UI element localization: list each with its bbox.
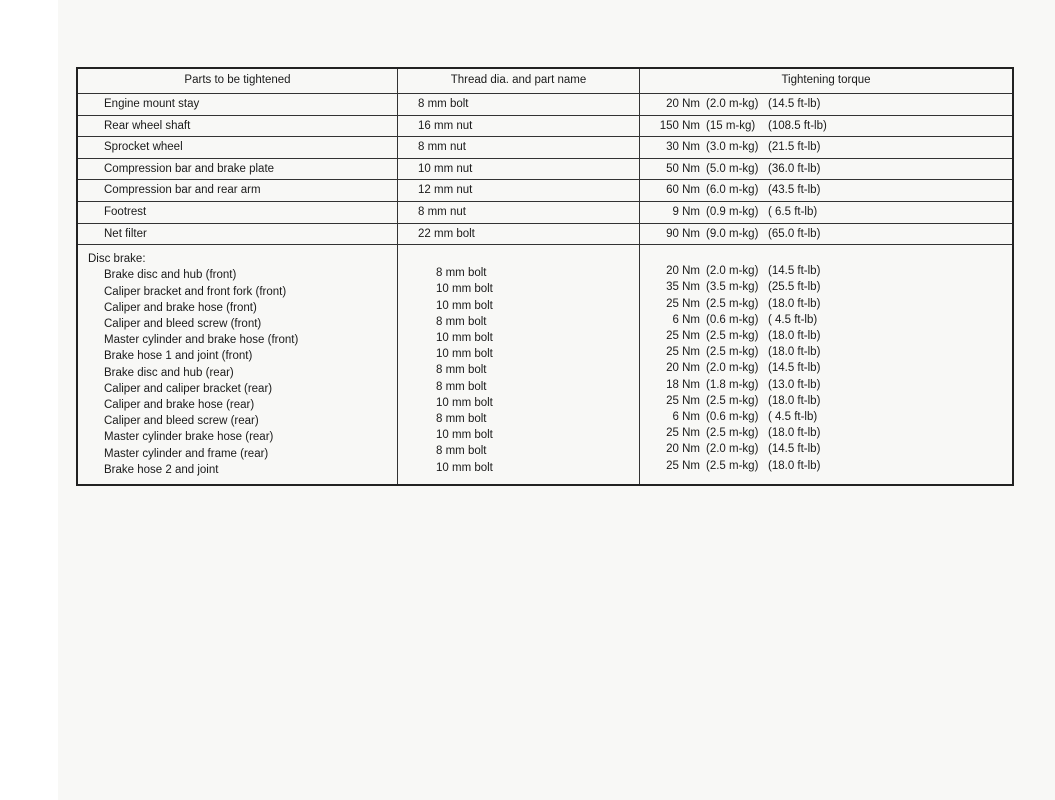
torque-mkg: (2.5 m-kg) xyxy=(706,297,759,310)
torque-ftlb: (18.0 ft-lb) xyxy=(768,329,821,342)
table-row xyxy=(78,201,1012,223)
header-parts: Parts to be tightened xyxy=(78,69,398,93)
torque-value xyxy=(646,180,1012,201)
part-name: Footrest xyxy=(78,202,398,223)
torque-nm: 50 Nm xyxy=(666,162,700,175)
table-row xyxy=(78,115,1012,137)
tightening-torque xyxy=(640,94,1012,115)
torque-value xyxy=(646,137,1012,158)
torque-mkg: (15 m-kg) xyxy=(706,119,756,132)
torque-mkg: (2.0 m-kg) xyxy=(706,443,759,456)
disc-brake-thread: 10 mm bolt xyxy=(436,283,493,296)
torque-mkg: (1.8 m-kg) xyxy=(706,378,759,391)
torque-mkg: (0.6 m-kg) xyxy=(706,410,759,423)
torque-mkg: (2.0 m-kg) xyxy=(706,98,759,110)
torque-value xyxy=(646,409,1012,425)
torque-value xyxy=(646,312,1012,328)
table-header xyxy=(78,69,1012,93)
disc-brake-part: Caliper and bleed screw (rear) xyxy=(104,415,259,428)
torque-ftlb: (18.0 ft-lb) xyxy=(768,427,821,440)
torque-ftlb: (14.5 ft-lb) xyxy=(768,265,821,278)
disc-brake-part: Caliper and brake hose (front) xyxy=(104,301,257,314)
torque-mkg: (3.0 m-kg) xyxy=(706,141,759,154)
disc-brake-thread: 10 mm bolt xyxy=(436,299,493,312)
torque-mkg: (2.5 m-kg) xyxy=(706,459,759,472)
disc-brake-part: Master cylinder and brake hose (front) xyxy=(104,334,299,347)
disc-brake-thread: 10 mm bolt xyxy=(436,429,493,442)
header-torque: Tightening torque xyxy=(781,74,871,86)
torque-value xyxy=(646,441,1012,457)
torque-nm: 25 Nm xyxy=(666,297,700,310)
torque-value xyxy=(646,279,1012,295)
torque-nm: 150 Nm xyxy=(659,119,700,132)
disc-brake-parts xyxy=(78,245,398,484)
torque-nm: 25 Nm xyxy=(666,329,700,342)
torque-table xyxy=(76,67,1014,486)
torque-mkg: (2.5 m-kg) xyxy=(706,346,759,359)
torque-nm: 20 Nm xyxy=(666,98,700,110)
tightening-torque xyxy=(640,116,1012,137)
disc-brake-thread: 10 mm bolt xyxy=(436,348,493,361)
disc-brake-part: Caliper and caliper bracket (rear) xyxy=(104,382,273,395)
torque-ftlb: (18.0 ft-lb) xyxy=(768,346,821,359)
torque-nm: 35 Nm xyxy=(666,281,700,294)
torque-ftlb: (18.0 ft-lb) xyxy=(768,297,821,310)
torque-nm: 90 Nm xyxy=(666,227,700,240)
disc-brake-threads xyxy=(398,245,640,484)
torque-mkg: (2.0 m-kg) xyxy=(706,265,759,278)
torque-nm: 25 Nm xyxy=(666,346,700,359)
header-thread: Thread dia. and part name xyxy=(398,69,640,93)
torque-ftlb: (36.0 ft-lb) xyxy=(768,162,821,175)
torque-mkg: (2.5 m-kg) xyxy=(706,427,759,440)
part-name: Engine mount stay xyxy=(78,94,398,115)
torque-ftlb: (108.5 ft-lb) xyxy=(768,119,827,132)
torque-nm: 20 Nm xyxy=(666,362,700,375)
torque-nm: 60 Nm xyxy=(666,184,700,197)
thread-spec: 8 mm nut xyxy=(398,202,640,223)
part-name: Compression bar and brake plate xyxy=(78,159,398,180)
table-row xyxy=(78,223,1012,245)
torque-value xyxy=(646,159,1012,180)
torque-value xyxy=(646,263,1012,279)
torque-ftlb: (25.5 ft-lb) xyxy=(768,281,821,294)
disc-brake-thread: 8 mm bolt xyxy=(436,364,487,377)
torque-value xyxy=(646,393,1012,409)
disc-brake-thread: 8 mm bolt xyxy=(436,315,487,328)
thread-spec: 12 mm nut xyxy=(398,180,640,201)
torque-ftlb: (43.5 ft-lb) xyxy=(768,184,821,197)
torque-ftlb: (14.5 ft-lb) xyxy=(768,443,821,456)
table-row xyxy=(78,136,1012,158)
torque-value xyxy=(646,458,1012,474)
torque-ftlb: ( 4.5 ft-lb) xyxy=(768,410,818,423)
torque-value xyxy=(646,328,1012,344)
disc-brake-thread: 10 mm bolt xyxy=(436,396,493,409)
disc-brake-thread: 10 mm bolt xyxy=(436,461,493,474)
torque-mkg: (3.5 m-kg) xyxy=(706,281,759,294)
disc-brake-part: Brake hose 1 and joint (front) xyxy=(104,350,253,363)
disc-brake-part: Master cylinder and frame (rear) xyxy=(104,447,269,460)
disc-brake-part: Master cylinder brake hose (rear) xyxy=(104,431,274,444)
torque-ftlb: (18.0 ft-lb) xyxy=(768,459,821,472)
disc-brake-part: Caliper bracket and front fork (front) xyxy=(104,285,287,298)
torque-nm: 9 Nm xyxy=(672,205,700,218)
disc-brake-thread: 8 mm bolt xyxy=(436,380,487,393)
disc-brake-thread: 8 mm bolt xyxy=(436,445,487,458)
torque-mkg: (9.0 m-kg) xyxy=(706,227,759,240)
torque-nm: 18 Nm xyxy=(666,378,700,391)
torque-ftlb: ( 6.5 ft-lb) xyxy=(768,205,818,218)
torque-nm: 30 Nm xyxy=(666,141,700,154)
thread-spec: 22 mm bolt xyxy=(398,224,640,245)
torque-value xyxy=(646,224,1012,245)
tightening-torque xyxy=(640,224,1012,245)
torque-value xyxy=(646,94,1012,115)
torque-mkg: (2.5 m-kg) xyxy=(706,394,759,407)
torque-ftlb: (14.5 ft-lb) xyxy=(768,362,821,375)
tightening-torque xyxy=(640,180,1012,201)
disc-brake-part: Brake disc and hub (rear) xyxy=(104,366,234,379)
torque-ftlb: (13.0 ft-lb) xyxy=(768,378,821,391)
thread-spec: 8 mm nut xyxy=(398,137,640,158)
tightening-torque xyxy=(640,137,1012,158)
disc-brake-torques xyxy=(640,245,1012,484)
torque-mkg: (0.9 m-kg) xyxy=(706,205,759,218)
torque-mkg: (5.0 m-kg) xyxy=(706,162,759,175)
torque-ftlb: ( 4.5 ft-lb) xyxy=(768,313,818,326)
thread-spec: 10 mm nut xyxy=(398,159,640,180)
torque-value xyxy=(646,425,1012,441)
torque-mkg: (2.5 m-kg) xyxy=(706,329,759,342)
torque-nm: 20 Nm xyxy=(666,443,700,456)
torque-nm: 6 Nm xyxy=(672,313,700,326)
torque-nm: 20 Nm xyxy=(666,265,700,278)
table-row xyxy=(78,93,1012,115)
disc-brake-thread: 8 mm bolt xyxy=(436,267,487,280)
torque-mkg: (6.0 m-kg) xyxy=(706,184,759,197)
torque-value xyxy=(646,202,1012,223)
table-row xyxy=(78,179,1012,201)
torque-nm: 25 Nm xyxy=(666,427,700,440)
thread-spec: 16 mm nut xyxy=(398,116,640,137)
torque-value xyxy=(646,116,1012,137)
disc-brake-part: Caliper and bleed screw (front) xyxy=(104,317,262,330)
torque-mkg: (2.0 m-kg) xyxy=(706,362,759,375)
disc-brake-part: Caliper and brake hose (rear) xyxy=(104,398,255,411)
torque-ftlb: (14.5 ft-lb) xyxy=(768,98,821,110)
disc-brake-title: Disc brake: xyxy=(88,253,146,266)
torque-mkg: (0.6 m-kg) xyxy=(706,313,759,326)
torque-nm: 6 Nm xyxy=(672,410,700,423)
part-name: Compression bar and rear arm xyxy=(78,180,398,201)
torque-ftlb: (21.5 ft-lb) xyxy=(768,141,821,154)
disc-brake-thread: 8 mm bolt xyxy=(436,412,487,425)
disc-brake-row xyxy=(78,244,1012,484)
torque-value xyxy=(646,360,1012,376)
simple-rows xyxy=(78,93,1012,244)
disc-brake-thread: 10 mm bolt xyxy=(436,331,493,344)
torque-value xyxy=(646,377,1012,393)
torque-ftlb: (18.0 ft-lb) xyxy=(768,394,821,407)
disc-brake-part: Brake disc and hub (front) xyxy=(104,269,237,282)
table-row xyxy=(78,158,1012,180)
tightening-torque xyxy=(640,159,1012,180)
thread-spec: 8 mm bolt xyxy=(398,94,640,115)
part-name: Net filter xyxy=(78,224,398,245)
torque-nm: 25 Nm xyxy=(666,394,700,407)
disc-brake-part: Brake hose 2 and joint xyxy=(104,463,219,476)
torque-value xyxy=(646,344,1012,360)
torque-value xyxy=(646,296,1012,312)
part-name: Rear wheel shaft xyxy=(78,116,398,137)
torque-nm: 25 Nm xyxy=(666,459,700,472)
part-name: Sprocket wheel xyxy=(78,137,398,158)
tightening-torque xyxy=(640,202,1012,223)
torque-ftlb: (65.0 ft-lb) xyxy=(768,227,821,240)
